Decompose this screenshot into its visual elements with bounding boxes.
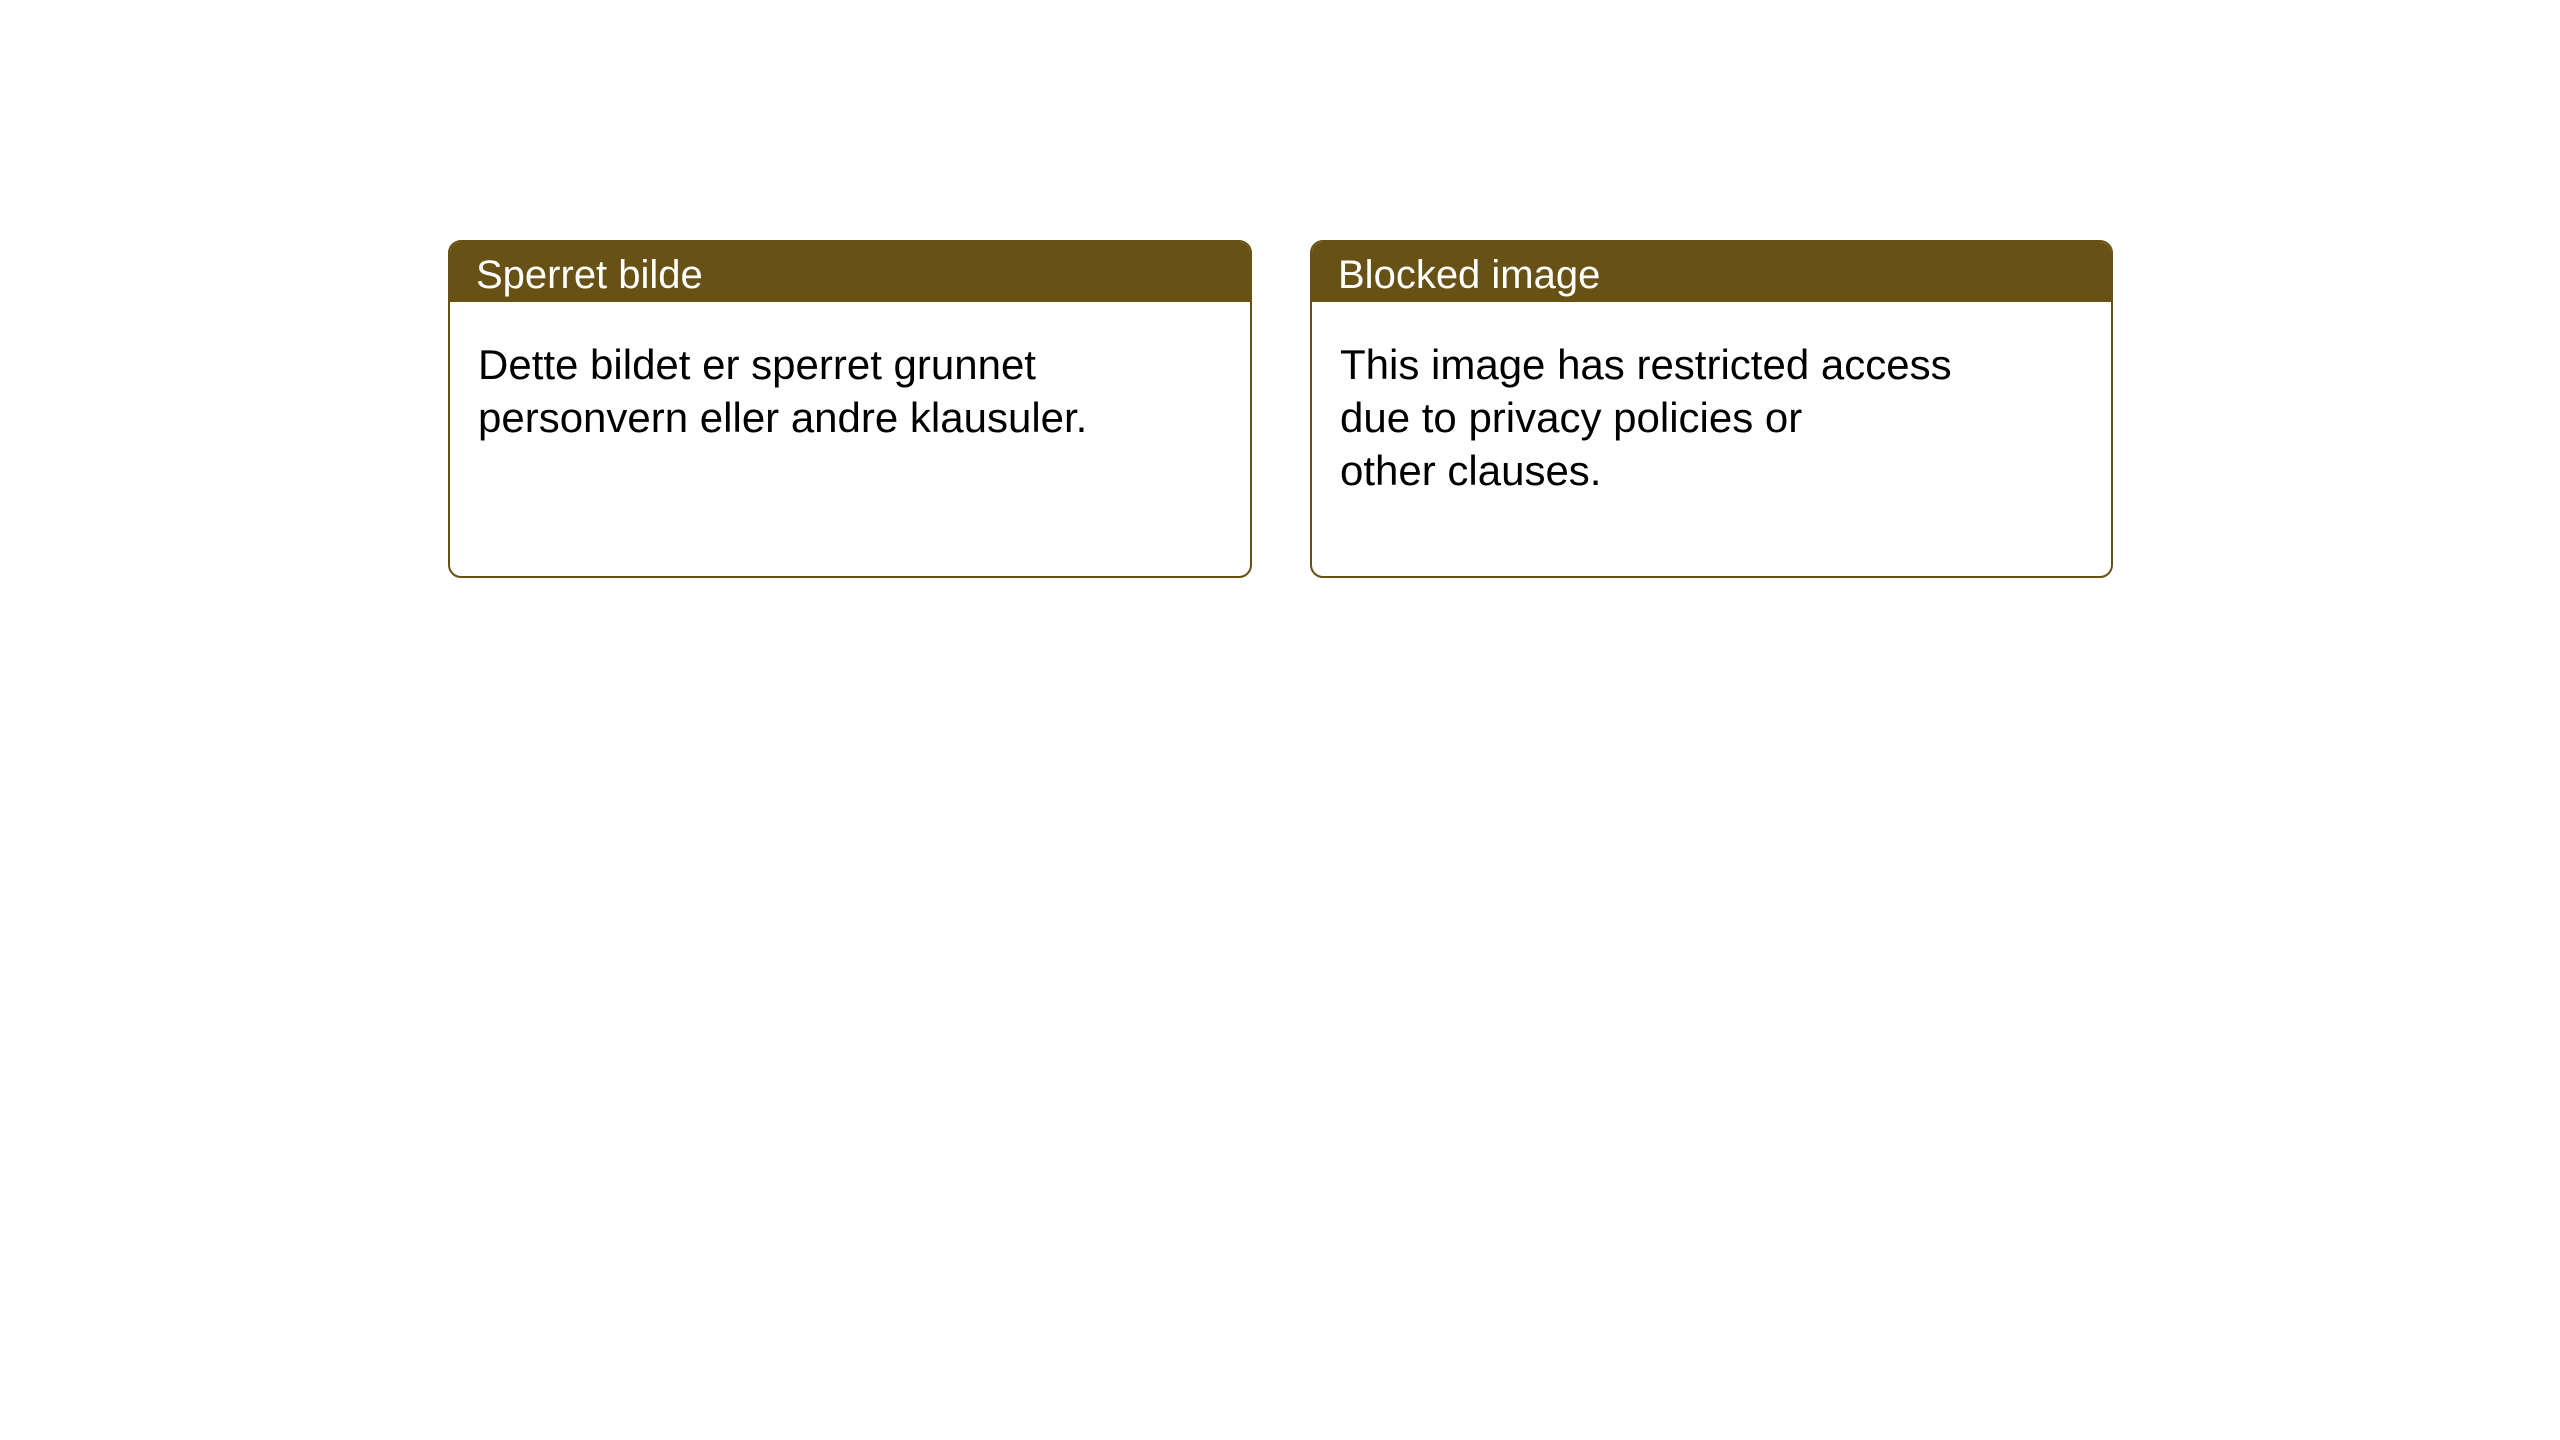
card-header — [450, 242, 1250, 302]
card-blocked-image — [1310, 240, 2113, 578]
card-body — [450, 302, 1250, 444]
card-body-line: due to privacy policies or — [1340, 394, 1803, 441]
card-header — [1312, 242, 2111, 302]
card-body — [1312, 302, 2111, 497]
card-body-line: Dette bildet er sperret grunnet — [478, 341, 1036, 388]
card-body-line: other clauses. — [1340, 447, 1602, 494]
card-title: Sperret bilde — [476, 253, 703, 297]
card-body-line: This image has restricted access — [1340, 341, 1952, 388]
card-title: Blocked image — [1338, 253, 1601, 297]
card-sperret-bilde — [448, 240, 1252, 578]
card-body-line: personvern eller andre klausuler. — [478, 394, 1088, 441]
